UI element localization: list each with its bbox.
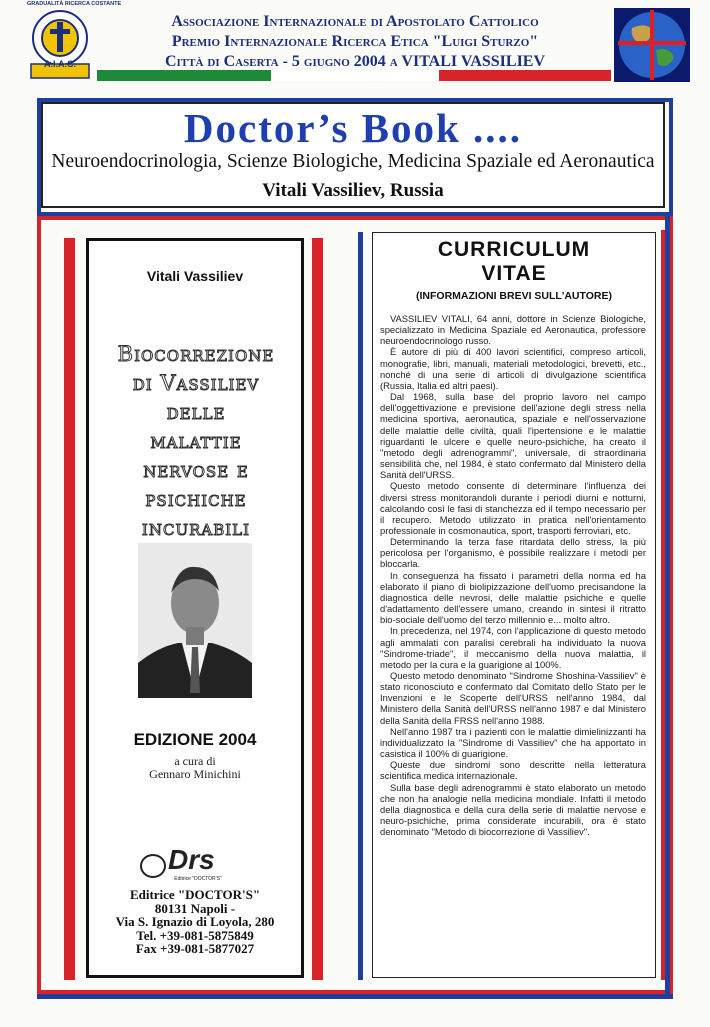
header-line-1: Associazione Internazionale di Apostolato Cattolico [171, 13, 539, 30]
page-subtitle: Neuroendocrinologia, Scienze Biologiche, Medicina Spaziale ed Aeronautica [51, 151, 655, 172]
publisher-logo-sub: Editrice "DOCTOR'S" [174, 876, 222, 882]
flag-red-bar [439, 70, 611, 81]
header-text [95, 12, 615, 72]
cover-title-line: delle [166, 400, 226, 424]
center-red-stripe [312, 238, 323, 980]
curated-by-label: a cura di [174, 754, 216, 768]
cover-title-line: nervose e [143, 458, 249, 482]
aiac-logo [27, 8, 93, 82]
page-title: Doctor’s Book .... [183, 105, 523, 151]
logo-badge-text: A.I.A.C. [43, 59, 76, 69]
cv-body [380, 313, 646, 837]
publisher-line: Via S. Ignazio di Loyola, 280 [115, 914, 275, 929]
cover-title-line: Biocorrezione [117, 342, 275, 366]
publisher-logo [138, 844, 258, 882]
cv-paragraph: Nell'anno 1987 tra i pazienti con le malattie dimielinizzanti ha individualizzato la "Sindrome di Vassiliev" che ha apportato in casistica il 100% di guarigione. [380, 725, 646, 760]
publisher-line: Fax +39-081-5877027 [135, 941, 255, 956]
publisher-logo-emblem [140, 854, 166, 878]
publisher-line: Tel. +39-081-5875849 [136, 927, 254, 943]
cv-title [372, 238, 656, 286]
cv-paragraph: Queste due sindromi sono descritte nella letteratura scientifica medica internazionale. [380, 759, 646, 782]
cv-paragraph: In precedenza, nel 1974, con l'applicazione di questo metodo agli ammalati con paralisi cerebrali ha individuato la nuova "Sindrome-triade", il meccanismo della nuova malattia, il metodo per la cura e la guarigione al 100%. [380, 625, 646, 670]
cover-title-line: incurabili [141, 516, 251, 540]
publisher-line: Editrice "DOCTOR'S" [129, 887, 261, 902]
bottom-blue-line [37, 994, 673, 999]
header-line-3: Città di Caserta - 5 giugno 2004 a VITALI VASSILIEV [164, 53, 546, 70]
cover-edition: EDIZIONE 2004 [133, 730, 257, 749]
flag-green-bar [97, 70, 271, 81]
cv-subtitle: (INFORMAZIONI BREVI SULL'AUTORE) [416, 290, 612, 302]
right-red-stripe [661, 230, 665, 980]
cover-author: Vitali Vassiliev [146, 268, 244, 284]
logo-ring-text: GRADUALITÀ RICERCA COSTANTE [27, 1, 122, 7]
cv-paragraph: VASSILIEV VITALI, 64 anni, dottore in Scienze Biologiche, specializzato in Medicina Spaziale ed Aeronautica, professore neuroendocrinologo russo. [380, 313, 646, 347]
cover-title [110, 340, 282, 543]
left-red-stripe [64, 238, 75, 980]
cv-paragraph: Sulla base degli adrenogrammi è stato elaborato un metodo che non ha analogie nella medicina mondiale. Infatti il metodo della diagnostica e della cura della serie di malattie nervose e neuro-psichiche, prima considerate incurabili, ora è stato denominato "Metodo di biocorrezione di Vassiliev". [380, 781, 646, 838]
cv-paragraph: Questo metodo denominato "Sindrome Shoshina-Vassiliev" è stato riconosciuto e confermato dal Comitato dello Stato per le Invenzioni e le Scoperte dell'URSS nell'anno 1984, dal Ministero della Sanità dell'URSS nell'anno 1987 e dal Ministero della Sanità della FRSS nell'anno 1988. [380, 670, 646, 726]
cover-title-line: di Vassiliev [132, 371, 260, 395]
cv-paragraph: Questo metodo consente di determinare l'influenza dei diversi stress monitorandoli durante i periodi diurni e notturni, calcolando così le fasi di stanchezza ed il tempo necessario per il recupero. Metodo utilizzato in pratica nell'orientamento professionale in cosmonautica, sport, trasporti ferroviari, etc. [380, 480, 646, 536]
cv-title-line: VITAE [481, 262, 547, 285]
publisher-info [86, 888, 304, 956]
cv-paragraph: È autore di più di 400 lavori scientifici, compreso articoli, monografie, libri, manuali, materiali metodologici, brevetti, etc., nonché di una serie di articoli di divulgazione scientifica (Russia, Italia ed altri paesi). [380, 346, 646, 391]
author-portrait [138, 543, 252, 698]
curator-name: Gennaro Minichini [149, 767, 241, 781]
cv-paragraph: In conseguenza ha fissato i parametri della norma ed ha elaborato il piano di biolipizzazione dell'uomo precisandone la diagnostica delle nevrosi, delle malattie psichiche e quelle d'adattamento dell'essere umano, creando in sintesi il ritratto bio-sociale dell'uomo del terzo millennio e... molto altro. [380, 569, 646, 626]
cover-title-line: malattie [150, 429, 242, 453]
publisher-logo-text: Drs [168, 844, 215, 875]
globe-icon [614, 8, 690, 82]
right-blue-line [665, 216, 670, 994]
cv-paragraph: Dal 1968, sulla base del proprio lavoro nel campo dell'oggettivazione e previsione dell'azione degli stress nella medicina sportiva, aeronautica, spaziale e nell'osservazione delle malattie delle civiltà, quali l'ipertensione e le malattie riguardanti le ulcere e quelle neuro-psichiche, ha creato il "metodo degli adrenogrammi", universale, di straordinaria sensibilità che, nel 1984, è stato confermato dal Ministero della Sanità dell'URSS. [380, 391, 646, 481]
cover-title-line: psichiche [145, 487, 247, 511]
cv-title-line: CURRICULUM [437, 238, 591, 261]
center-blue-stripe [358, 232, 363, 980]
publisher-line: 80131 Napoli - [154, 900, 236, 916]
cv-paragraph: Determinando la terza fase ritardata dello stress, la più pericolosa per l'organismo, è possibile realizzare i metodi per bloccarla. [380, 536, 646, 570]
flag-white-bar [271, 70, 439, 81]
cover-curated [86, 755, 304, 781]
header-line-2: Premio Internazionale Ricerca Etica "Luigi Sturzo" [171, 33, 539, 50]
author-line: Vitali Vassiliev, Russia [262, 180, 444, 201]
